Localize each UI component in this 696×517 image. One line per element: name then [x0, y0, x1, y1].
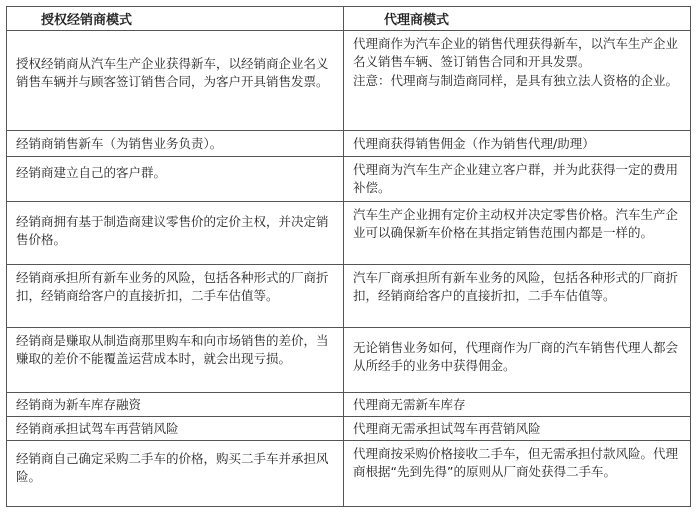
cell-text: 代理商为汽车生产企业建立客户群，并为此获得一定的费用补偿。: [353, 162, 679, 195]
table-row: [7, 131, 691, 157]
cell-text: 经销商为新车库存融资: [16, 397, 142, 412]
dealer-cell: [7, 31, 344, 131]
cell-note: 注意：代理商与制造商同样，是具有独立法人资格的企业。: [353, 73, 679, 88]
table-row: [7, 417, 691, 441]
cell-text: 经销商承担所有新车业务的风险，包括各种形式的厂商折扣，经销商给客户的直接折扣，二手车估值等。: [16, 270, 329, 303]
dealer-cell: [7, 393, 344, 417]
agent-cell: [344, 31, 691, 131]
cell-text: 经销商销售新车（为销售业务负责）。: [16, 136, 223, 151]
cell-text: 经销商自己确定采购二手车的价格，购买二手车并承担风险。: [16, 451, 329, 484]
table-row: [7, 265, 691, 328]
cell-text: 无论销售业务如何，代理商作为厂商的汽车销售代理人都会从所经手的业务中获得佣金。: [353, 340, 679, 373]
agent-cell: [344, 157, 691, 202]
dealer-cell: [7, 328, 344, 393]
table-row: [7, 202, 691, 265]
table-row: [7, 31, 691, 131]
cell-text: 代理商作为汽车企业的销售代理获得新车，以汽车生产企业名义销售车辆、签订销售合同和开具发票。: [353, 36, 679, 69]
agent-cell: [344, 393, 691, 417]
dealer-cell: [7, 157, 344, 202]
dealer-cell: [7, 202, 344, 265]
comparison-table: [6, 6, 691, 507]
dealer-cell: [7, 131, 344, 157]
dealer-cell: [7, 417, 344, 441]
agent-cell: [344, 131, 691, 157]
table-header-row: [7, 7, 691, 31]
cell-text: 经销商是赚取从制造商那里购车和向市场销售的差价，当赚取的差价不能覆盖运营成本时，就会出现亏损。: [16, 333, 329, 366]
cell-text: 代理商无需新车库存: [353, 397, 466, 412]
table-row: [7, 157, 691, 202]
cell-text: 经销商拥有基于制造商建议零售价的定价主权，并决定销售价格。: [16, 214, 329, 247]
cell-text: 汽车生产企业拥有定价主动权并决定零售价格。汽车生产企业可以确保新车价格在其指定销售范围内都是一样的。: [353, 207, 679, 240]
cell-text: 经销商承担试驾车再营销风险: [16, 421, 179, 436]
cell-text: 汽车厂商承担所有新车业务的风险，包括各种形式的厂商折扣，经销商给客户的直接折扣，二手车估值等。: [353, 270, 679, 303]
agent-cell: [344, 417, 691, 441]
dealer-cell: [7, 265, 344, 328]
table-row: [7, 393, 691, 417]
header-agent-model: 代理商模式: [344, 7, 691, 31]
agent-cell: [344, 202, 691, 265]
header-dealer-model: 授权经销商模式: [7, 7, 344, 31]
dealer-cell: [7, 441, 344, 507]
table-row: [7, 441, 691, 507]
agent-cell: [344, 265, 691, 328]
agent-cell: [344, 441, 691, 507]
agent-cell: [344, 328, 691, 393]
table-row: [7, 328, 691, 393]
cell-text: 代理商无需承担试驾车再营销风险: [353, 421, 541, 436]
cell-text: 经销商建立自己的客户群。: [16, 165, 167, 180]
cell-text: 授权经销商从汽车生产企业获得新车，以经销商企业名义销售车辆并与顾客签订销售合同，为客户开具销售发票。: [16, 56, 329, 89]
cell-text: 代理商获得销售佣金（作为销售代理/助理）: [353, 136, 595, 151]
cell-text: 代理商按采购价格接收二手车，但无需承担付款风险。代理商根据“先到先得”的原则从厂商处获得二手车。: [353, 446, 679, 479]
